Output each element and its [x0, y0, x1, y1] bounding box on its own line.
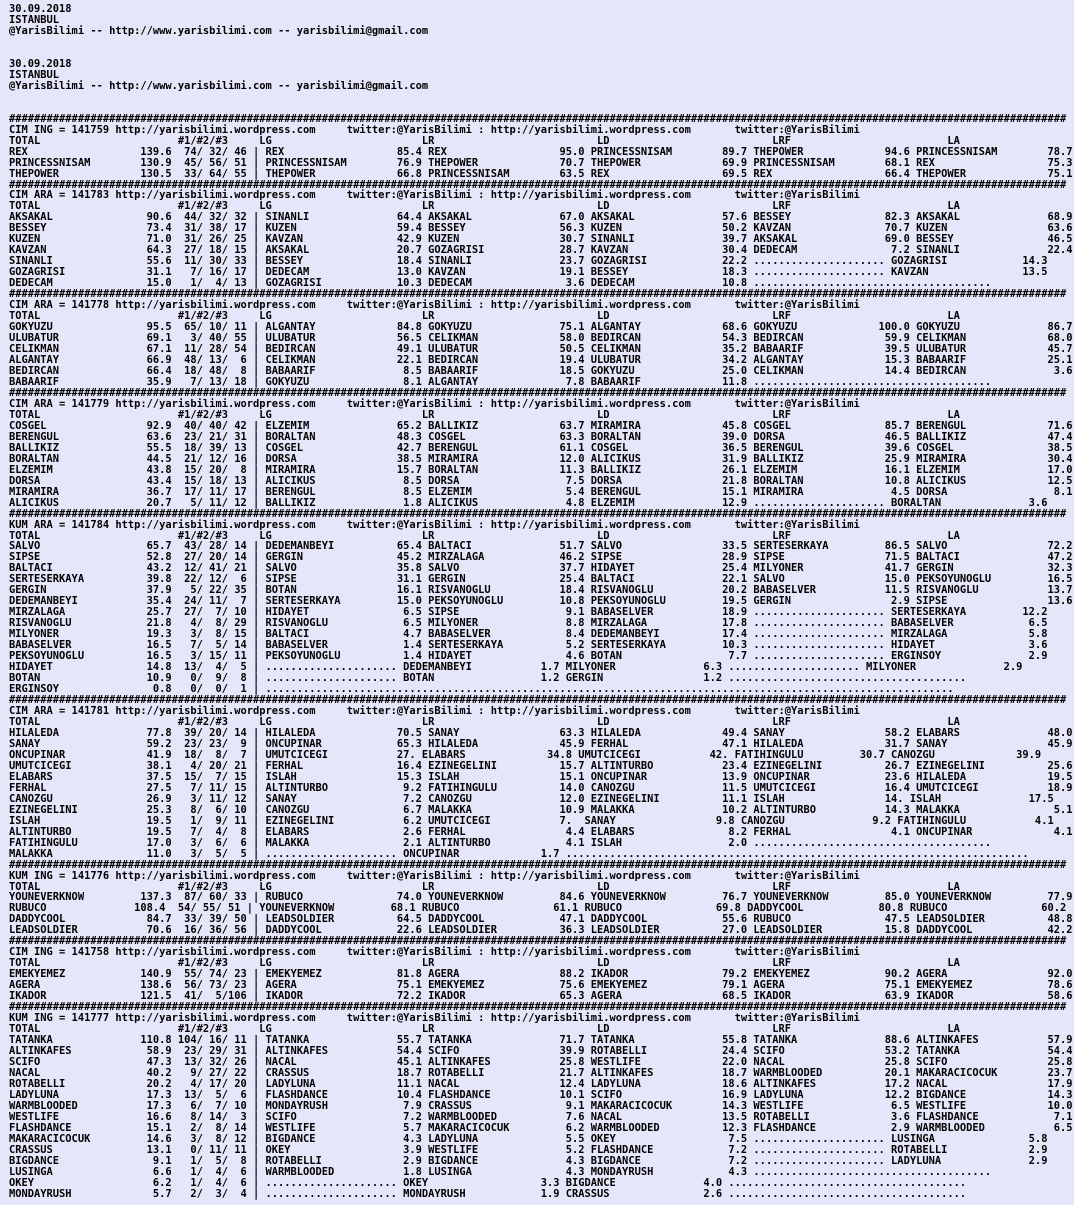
table-row: WARMBLOODED 17.3 6/ 7/ 10 | MONDAYRUSH 7.9 CRASSUS 9.1 MAKARACICOCUK 14.3 WESTLIFE 6.5 WESTLIFE 10.0 — [9, 1099, 1073, 1112]
table-row: CANOZGU 26.9 3/ 11/ 12 | SANAY 7.2 CANOZGU 12.0 EZINEGELINI 11.1 ISLAH 14. ISLAH 17.5 — [9, 792, 1054, 805]
table-row: MAKARACICOCUK 14.6 3/ 8/ 12 | BIGDANCE 4.3 LADYLUNA 5.5 OKEY 7.5 ..................... LUSINGA 5.8 — [9, 1132, 1048, 1145]
table-row: SCIFO 47.3 13/ 32/ 26 | NACAL 45.1 ALTINKAFES 25.8 WESTLIFE 22.0 NACAL 25.8 SCIFO 25.8 — [9, 1056, 1073, 1068]
table-row: DEDECAM 15.0 1/ 4/ 13 | GOZAGRISI 10.3 DEDECAM 3.6 DEDECAM 10.8 ...................................... — [9, 277, 992, 290]
table-row: MALAKKA 11.0 3/ 5/ 5 | ..................... ONCUPINAR 1.7 .......................................................................... — [9, 847, 1029, 860]
section-divider: ######################################################################################################################################################################### — [9, 112, 1067, 125]
table-row: ALTINKAFES 58.9 23/ 29/ 31 | ALTINKAFES 54.4 SCIFO 39.9 ROTABELLI 24.4 SCIFO 53.2 TATANKA 54.4 — [9, 1045, 1073, 1058]
table-row: DORSA 43.4 15/ 18/ 13 | ALICIKUS 8.5 DORSA 7.5 DORSA 21.8 BORALTAN 10.8 ALICIKUS 12.5 — [9, 474, 1073, 487]
contact-line: @YarisBilimi -- http://www.yarisbilimi.com -- yarisbilimi@gmail.com — [9, 79, 429, 92]
race-header: KUM ING = 141777 http://yarisbilimi.wordpress.com twitter:@YarisBilimi : http://yarisbilimi.wordpress.com twitter:@YarisBilimi — [9, 1012, 860, 1025]
table-row: AGERA 138.6 56/ 73/ 23 | AGERA 75.1 EMEKYEMEZ 75.6 EMEKYEMEZ 79.1 AGERA 75.1 EMEKYEMEZ 78.6 — [9, 979, 1073, 992]
section-divider: ######################################################################################################################################################################### — [9, 858, 1067, 871]
blank-line — [9, 92, 1074, 103]
table-row: PRINCESSNISAM 130.9 45/ 56/ 51 | PRINCESSNISAM 76.9 THEPOWER 70.7 THEPOWER 69.9 PRINCESSNISAM 68.1 REX 75.3 — [9, 156, 1073, 169]
table-row: SIPSE 52.8 27/ 20/ 14 | GERGIN 45.2 MIRZALAGA 46.2 SIPSE 28.9 SIPSE 71.5 BALTACI 47.2 — [9, 551, 1073, 564]
table-row: OKEY 6.2 1/ 4/ 6 | ..................... OKEY 3.3 BIGDANCE 4.0 ...................................... — [9, 1176, 967, 1189]
table-row: LUSINGA 6.6 1/ 4/ 6 | WARMBLOODED 1.8 LUSINGA 4.3 MONDAYRUSH 4.3 ...................................... — [9, 1165, 992, 1178]
table-row: GOZAGRISI 31.1 7/ 16/ 17 | DEDECAM 13.0 KAVZAN 19.1 BESSEY 18.3 ..................... KAVZAN 13.5 — [9, 266, 1048, 279]
table-row: MIRAMIRA 36.7 17/ 11/ 17 | BERENGUL 8.5 ELZEMIM 5.4 BERENGUL 15.1 MIRAMIRA 4.5 DORSA 8.1 — [9, 485, 1073, 498]
section-divider: ######################################################################################################################################################################### — [9, 935, 1067, 948]
table-row: ALICIKUS 20.7 5/ 11/ 12 | BALLIKIZ 1.8 ALICIKUS 4.8 ELZEMIM 12.9 ..................... BORALTAN 3.6 — [9, 496, 1048, 509]
section-divider: ######################################################################################################################################################################### — [9, 694, 1067, 707]
table-row: PEKSOYUNOGLU 16.5 3/ 15/ 11 | PEKSOYUNOGLU 1.4 HIDAYET 4.6 BOTAN 7.7 ..................... ERGINSOY 2.9 — [9, 650, 1048, 663]
table-row: MILYONER 19.3 3/ 8/ 15 | BALTACI 4.7 BABASELVER 8.4 DEDEMANBEYI 17.4 ..................... MIRZALAGA 5.8 — [9, 628, 1048, 641]
contact-line: @YarisBilimi -- http://www.yarisbilimi.com -- yarisbilimi@gmail.com — [9, 24, 429, 37]
table-row: AKSAKAL 90.6 44/ 32/ 32 | SINANLI 64.4 AKSAKAL 67.0 AKSAKAL 57.6 BESSEY 82.3 AKSAKAL 68.9 — [9, 211, 1073, 224]
table-row: IKADOR 121.5 41/ 5/106 | IKADOR 72.2 IKADOR 65.3 AGERA 68.5 IKADOR 63.9 IKADOR 58.6 — [9, 990, 1073, 1003]
table-row: ONCUPINAR 41.9 18/ 8/ 7 | UMUTCICEGI 27. ELABARS 34.8 UMUTCICEGI 42. FATIHINGULU 30.7 CANOZGU 39.9 — [9, 748, 1042, 761]
race-header: KUM ARA = 141784 http://yarisbilimi.wordpress.com twitter:@YarisBilimi : http://yarisbilimi.wordpress.com twitter:@YarisBilimi — [9, 518, 860, 531]
column-header-row: TOTAL #1/#2/#3 LG LR LD LRF LA — [9, 529, 960, 542]
column-header-row: TOTAL #1/#2/#3 LG LR LD LRF LA — [9, 408, 960, 421]
table-row: DADDYCOOL 84.7 33/ 39/ 50 | LEADSOLDIER 64.5 DADDYCOOL 47.1 DADDYCOOL 55.6 RUBUCO 47.5 LEADSOLDIER 48.8 — [9, 913, 1073, 926]
table-row: RUBUCO 108.4 54/ 55/ 51 | YOUNEVERKNOW 68.1 RUBUCO 61.1 RUBUCO 69.8 DADDYCOOL 80.8 RUBUCO 60.2 — [9, 902, 1067, 915]
section-divider: ######################################################################################################################################################################### — [9, 1001, 1067, 1014]
race-header: KUM ING = 141776 http://yarisbilimi.wordpress.com twitter:@YarisBilimi : http://yarisbilimi.wordpress.com twitter:@YarisBilimi — [9, 869, 860, 882]
table-row: SANAY 59.2 23/ 23/ 9 | ONCUPINAR 65.3 HILALEDA 45.9 FERHAL 47.1 HILALEDA 31.7 SANAY 45.9 — [9, 737, 1073, 750]
table-row: LADYLUNA 17.3 13/ 5/ 6 | FLASHDANCE 10.4 FLASHDANCE 10.1 SCIFO 16.9 LADYLUNA 12.2 BIGDANCE 14.3 — [9, 1088, 1073, 1101]
table-row: WESTLIFE 16.6 8/ 14/ 3 | SCIFO 7.2 WARMBLOODED 7.6 NACAL 13.5 ROTABELLI 3.6 FLASHDANCE 7.1 — [9, 1110, 1073, 1123]
table-row: KAVZAN 64.3 27/ 18/ 15 | AKSAKAL 20.7 GOZAGRISI 28.7 KAVZAN 30.4 DEDECAM 7.2 SINANLI 22.4 — [9, 244, 1073, 257]
table-row: BABASELVER 16.5 7/ 5/ 14 | BABASELVER 1.4 SERTESERKAYA 5.2 SERTESERKAYA 10.3 ..................... HIDAYET 3.6 — [9, 639, 1048, 652]
section-divider: ######################################################################################################################################################################### — [9, 386, 1067, 399]
table-row: BALLIKIZ 55.5 18/ 39/ 13 | COSGEL 42.7 BERENGUL 61.1 COSGEL 36.5 BERENGUL 39.6 COSGEL 38.5 — [9, 441, 1073, 454]
table-row: NACAL 40.2 9/ 27/ 22 | CRASSUS 18.7 ROTABELLI 21.7 ALTINKAFES 18.7 WARMBLOODED 20.1 MAKARACICOCUK 23.7 — [9, 1066, 1073, 1079]
race-header: CIM ING = 141758 http://yarisbilimi.wordpress.com twitter:@YarisBilimi : http://yarisbilimi.wordpress.com twitter:@YarisBilimi — [9, 946, 860, 959]
table-row: ULUBATUR 69.1 3/ 40/ 55 | ULUBATUR 56.5 CELIKMAN 58.0 BEDIRCAN 54.3 BEDIRCAN 59.9 CELIKMAN 68.0 — [9, 332, 1073, 345]
column-header-row: TOTAL #1/#2/#3 LG LR LD LRF LA — [9, 880, 960, 893]
table-row: ROTABELLI 20.2 4/ 17/ 20 | LADYLUNA 11.1 NACAL 12.4 LADYLUNA 18.6 ALTINKAFES 17.2 NACAL 17.9 — [9, 1077, 1073, 1090]
table-row: ELABARS 37.5 15/ 7/ 15 | ISLAH 15.3 ISLAH 15.1 ONCUPINAR 13.9 ONCUPINAR 23.6 HILALEDA 19.5 — [9, 770, 1073, 783]
table-row: ALGANTAY 66.9 48/ 13/ 6 | CELIKMAN 22.1 BEDIRCAN 19.4 ULUBATUR 34.2 ALGANTAY 15.3 BABAARIF 25.1 — [9, 354, 1073, 366]
text-line: ISTANBUL — [9, 68, 60, 81]
race-header: CIM ARA = 141778 http://yarisbilimi.wordpress.com twitter:@YarisBilimi : http://yarisbilimi.wordpress.com twitter:@YarisBilimi — [9, 299, 860, 312]
table-row: ELZEMIM 43.8 15/ 20/ 8 | MIRAMIRA 15.7 BORALTAN 11.3 BALLIKIZ 26.1 ELZEMIM 16.1 ELZEMIM 17.0 — [9, 463, 1073, 476]
table-row: GERGIN 37.9 5/ 22/ 35 | BOTAN 16.1 RISVANOGLU 18.4 RISVANOGLU 20.2 BABASELVER 11.5 RISVANOGLU 13.7 — [9, 584, 1073, 597]
column-header-row: TOTAL #1/#2/#3 LG LR LD LRF LA — [9, 134, 960, 147]
table-row: HIDAYET 14.8 13/ 4/ 5 | ..................... DEDEMANBEYI 1.7 MILYONER 6.3 ..................... MILYONER 2.9 — [9, 661, 1023, 674]
table-row: BOTAN 10.9 0/ 9/ 8 | ..................... BOTAN 1.2 GERGIN 1.2 ...................................... — [9, 672, 967, 685]
table-row: SERTESERKAYA 39.8 22/ 12/ 6 | SIPSE 31.1 GERGIN 25.4 BALTACI 22.1 SALVO 15.0 PEKSOYUNOGLU 16.5 — [9, 573, 1073, 586]
table-row: ISLAH 19.5 1/ 9/ 11 | EZINEGELINI 6.2 UMUTCICEGI 7. SANAY 9.8 CANOZGU 9.2 FATIHINGULU 4.1 — [9, 814, 1054, 827]
table-row: DEDEMANBEYI 35.4 24/ 11/ 7 | SERTESERKAYA 15.0 PEKSOYUNOGLU 10.8 PEKSOYUNOGLU 19.5 GERGIN 2.9 SIPSE 13.6 — [9, 595, 1073, 608]
column-header-row: TOTAL #1/#2/#3 LG LR LD LRF LA — [9, 200, 960, 213]
table-row: BERENGUL 63.6 23/ 21/ 31 | BORALTAN 48.3 COSGEL 63.3 BORALTAN 39.0 DORSA 46.5 BALLIKIZ 47.4 — [9, 430, 1073, 443]
table-row: BEDIRCAN 66.4 18/ 48/ 8 | BABAARIF 8.5 BABAARIF 18.5 GOKYUZU 25.0 CELIKMAN 14.4 BEDIRCAN 3.6 — [9, 364, 1073, 377]
table-row: YOUNEVERKNOW 137.3 87/ 60/ 33 | RUBUCO 74.0 YOUNEVERKNOW 84.6 YOUNEVERKNOW 76.7 YOUNEVERKNOW 85.0 YOUNEVERKNOW 77.9 — [9, 891, 1073, 904]
table-row: HILALEDA 77.8 39/ 20/ 14 | HILALEDA 70.5 SANAY 63.3 HILALEDA 49.4 SANAY 58.2 ELABARS 48.0 — [9, 726, 1073, 739]
column-header-row: TOTAL #1/#2/#3 LG LR LD LRF LA — [9, 1023, 960, 1036]
table-row: FATIHINGULU 17.0 3/ 6/ 6 | MALAKKA 2.1 ALTINTURBO 4.1 ISLAH 2.0 ...................................... — [9, 836, 992, 849]
table-row: CELIKMAN 67.1 11/ 28/ 54 | BEDIRCAN 49.1 ULUBATUR 50.5 CELIKMAN 35.2 BABAARIF 39.5 ULUBATUR 45.7 — [9, 343, 1073, 356]
table-row: MIRZALAGA 25.7 27/ 7/ 10 | HIDAYET 6.5 SIPSE 9.1 BABASELVER 18.9 ..................... SERTESERKAYA 12.2 — [9, 606, 1048, 619]
section-divider: ######################################################################################################################################################################### — [9, 288, 1067, 301]
section-divider: ######################################################################################################################################################################### — [9, 178, 1067, 191]
column-header-row: TOTAL #1/#2/#3 LG LR LD LRF LA — [9, 310, 960, 323]
table-row: REX 139.6 74/ 32/ 46 | REX 85.4 REX 95.0 PRINCESSNISAM 89.7 THEPOWER 94.6 PRINCESSNISAM 78.7 — [9, 145, 1073, 158]
column-header-row: TOTAL #1/#2/#3 LG LR LD LRF LA — [9, 957, 960, 970]
race-header: CIM ARA = 141779 http://yarisbilimi.wordpress.com twitter:@YarisBilimi : http://yarisbilimi.wordpress.com twitter:@YarisBilimi — [9, 397, 860, 410]
table-row: RISVANOGLU 21.8 4/ 8/ 29 | RISVANOGLU 6.5 MILYONER 8.8 MIRZALAGA 17.8 ..................... BABASELVER 6.5 — [9, 617, 1048, 630]
table-row: FLASHDANCE 15.1 2/ 8/ 14 | WESTLIFE 5.7 MAKARACICOCUK 6.2 WARMBLOODED 12.3 FLASHDANCE 2.9 WARMBLOODED 6.5 — [9, 1121, 1073, 1134]
table-row: THEPOWER 130.5 33/ 64/ 55 | THEPOWER 66.8 PRINCESSNISAM 63.5 REX 69.5 REX 66.4 THEPOWER 75.1 — [9, 167, 1073, 180]
table-row: ERGINSOY 0.8 0/ 0/ 1 | .............................................................................................................. — [9, 683, 954, 696]
table-row: TATANKA 110.8 104/ 16/ 11 | TATANKA 55.7 TATANKA 71.7 TATANKA 55.8 TATANKA 88.6 ALTINKAFES 57.9 — [9, 1034, 1073, 1047]
table-row: BIGDANCE 9.1 1/ 5/ 8 | ROTABELLI 2.9 BIGDANCE 4.3 BIGDANCE 7.2 ..................... LADYLUNA 2.9 — [9, 1154, 1048, 1167]
blank-line — [9, 48, 1074, 59]
table-row: EZINEGELINI 25.3 8/ 6/ 10 | CANOZGU 6.7 MALAKKA 10.9 MALAKKA 10.2 ALTINTURBO 14.3 MALAKKA 5.1 — [9, 803, 1073, 816]
table-row: CRASSUS 13.1 0/ 11/ 11 | OKEY 3.9 WESTLIFE 5.2 FLASHDANCE 7.2 ..................... ROTABELLI 2.9 — [9, 1143, 1048, 1156]
table-row: UMUTCICEGI 38.1 4/ 20/ 21 | FERHAL 16.4 EZINEGELINI 15.7 ALTINTURBO 23.4 EZINEGELINI 26.7 EZINEGELINI 25.6 — [9, 759, 1073, 772]
report-date: 30.09.2018 — [9, 57, 72, 70]
text-line: ISTANBUL — [9, 13, 60, 26]
table-row: FERHAL 27.5 7/ 11/ 15 | ALTINTURBO 9.2 FATIHINGULU 14.0 CANOZGU 11.5 UMUTCICEGI 16.4 UMUTCICEGI 18.9 — [9, 781, 1073, 794]
table-row: SALVO 65.7 43/ 28/ 14 | DEDEMANBEYI 65.4 BALTACI 51.7 SALVO 33.5 SERTESERKAYA 86.5 SALVO 72.2 — [9, 540, 1073, 553]
table-row: GOKYUZU 95.5 65/ 10/ 11 | ALGANTAY 84.8 GOKYUZU 75.1 ALGANTAY 68.6 GOKYUZU 100.0 GOKYUZU 86.7 — [9, 321, 1073, 334]
blank-line — [9, 37, 1074, 48]
table-row: COSGEL 92.9 40/ 40/ 42 | ELZEMIM 65.2 BALLIKIZ 63.7 MIRAMIRA 45.8 COSGEL 85.7 BERENGUL 71.6 — [9, 419, 1073, 432]
table-row: BABAARIF 35.9 7/ 13/ 18 | GOKYUZU 8.1 ALGANTAY 7.8 BABAARIF 11.8 ...................................... — [9, 375, 992, 388]
table-row: MONDAYRUSH 5.7 2/ 3/ 4 | ..................... MONDAYRUSH 1.9 CRASSUS 2.6 ...................................... — [9, 1187, 967, 1200]
table-row: SINANLI 55.6 11/ 30/ 33 | BESSEY 18.4 SINANLI 23.7 GOZAGRISI 22.2 ..................... GOZAGRISI 14.3 — [9, 255, 1048, 268]
column-header-row: TOTAL #1/#2/#3 LG LR LD LRF LA — [9, 715, 960, 728]
race-header: CIM ARA = 141781 http://yarisbilimi.wordpress.com twitter:@YarisBilimi : http://yarisbilimi.wordpress.com twitter:@YarisBilimi — [9, 705, 860, 717]
table-row: BESSEY 73.4 31/ 38/ 17 | KUZEN 59.4 BESSEY 56.3 KUZEN 50.2 KAVZAN 70.7 KUZEN 63.6 — [9, 222, 1073, 235]
table-row: EMEKYEMEZ 140.9 55/ 74/ 23 | EMEKYEMEZ 81.8 AGERA 88.2 IKADOR 79.2 EMEKYEMEZ 90.2 AGERA 92.0 — [9, 968, 1073, 981]
table-row: BALTACI 43.2 12/ 41/ 21 | SALVO 35.8 SALVO 37.7 HIDAYET 25.4 MILYONER 41.7 GERGIN 32.3 — [9, 562, 1073, 575]
race-header: CIM ING = 141759 http://yarisbilimi.wordpress.com twitter:@YarisBilimi : http://yarisbilimi.wordpress.com twitter:@YarisBilimi — [9, 123, 860, 136]
table-row: LEADSOLDIER 70.6 16/ 36/ 56 | DADDYCOOL 22.6 LEADSOLDIER 36.3 LEADSOLDIER 27.0 LEADSOLDIER 15.8 DADDYCOOL 42.2 — [9, 924, 1073, 937]
table-row: BORALTAN 44.5 21/ 12/ 16 | DORSA 38.5 MIRAMIRA 12.0 ALICIKUS 31.9 BALLIKIZ 25.9 MIRAMIRA 30.4 — [9, 452, 1073, 465]
table-row: KUZEN 71.0 31/ 26/ 25 | KAVZAN 42.9 KUZEN 30.7 SINANLI 39.7 AKSAKAL 69.0 BESSEY 46.5 — [9, 233, 1073, 246]
table-row: ALTINTURBO 19.5 7/ 4/ 8 | ELABARS 2.6 FERHAL 4.4 ELABARS 8.2 FERHAL 4.1 ONCUPINAR 4.1 — [9, 825, 1073, 838]
section-divider: ######################################################################################################################################################################### — [9, 507, 1067, 520]
race-header: CIM ARA = 141783 http://yarisbilimi.wordpress.com twitter:@YarisBilimi : http://yarisbilimi.wordpress.com twitter:@YarisBilimi — [9, 189, 860, 202]
report-date: 30.09.2018 — [9, 3, 72, 15]
